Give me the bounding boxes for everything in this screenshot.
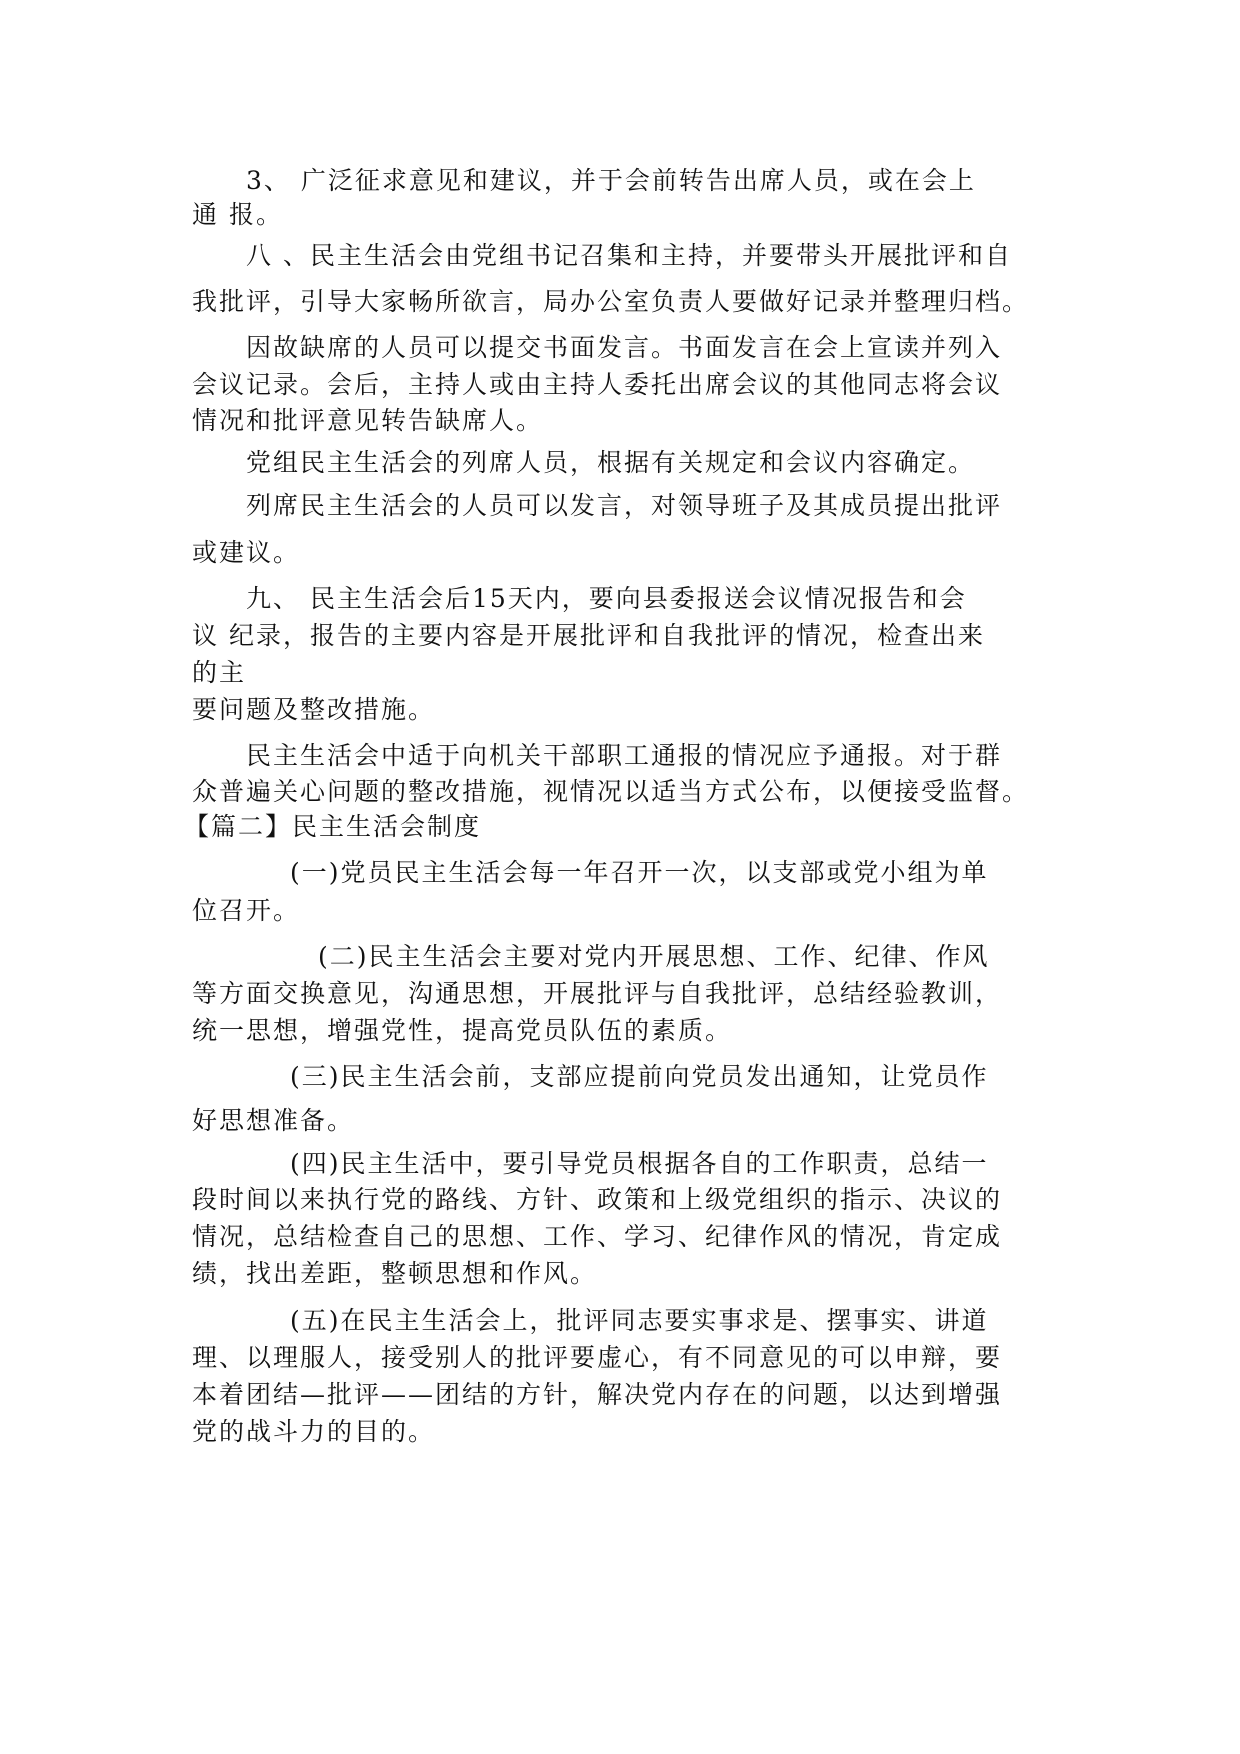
- text-line: 要问题及整改措施。: [192, 695, 436, 724]
- text-line: 本着团结—批评——团结的方针，解决党内存在的问题，以达到增强: [192, 1380, 1003, 1409]
- text-line: 八 、民主生活会由党组书记召集和主持，并要带头开展批评和自: [246, 241, 1012, 270]
- text-line: 段时间以来执行党的路线、方针、政策和上级党组织的指示、决议的: [192, 1185, 1003, 1214]
- text-line: 等方面交换意见，沟通思想，开展批评与自我批评，总结经验教训，: [192, 979, 1003, 1008]
- text-line: 众普遍关心问题的整改措施，视情况以适当方式公布，以便接受监督。: [192, 777, 1030, 806]
- text-line: 九、 民主生活会后15天内，要向县委报送会议情况报告和会: [246, 584, 967, 613]
- text-line: 理、以理服人，接受别人的批评要虚心，有不同意见的可以申辩，要: [192, 1343, 1003, 1372]
- text-line: 情况和批评意见转告缺席人。: [192, 406, 544, 435]
- text-line: 我批评，引导大家畅所欲言，局办公室负责人要做好记录并整理归档。: [192, 287, 1030, 316]
- text-line: 议 纪录，报告的主要内容是开展批评和自我批评的情况，检查出来: [192, 621, 985, 650]
- text-line: (三)民主生活会前，支部应提前向党员发出通知，让党员作: [290, 1062, 989, 1091]
- text-line: (五)在民主生活会上，批评同志要实事求是、摆事实、讲道: [290, 1306, 989, 1335]
- text-line: 民主生活会中适于向机关干部职工通报的情况应予通报。对于群: [246, 741, 1003, 770]
- text-line: (一)党员民主生活会每一年召开一次，以支部或党小组为单: [290, 858, 989, 887]
- text-line: 3、 广泛征求意见和建议，并于会前转告出席人员，或在会上: [246, 166, 976, 195]
- text-line: 情况，总结检查自己的思想、工作、学习、纪律作风的情况，肯定成: [192, 1222, 1003, 1251]
- text-line: 会议记录。会后，主持人或由主持人委托出席会议的其他同志将会议: [192, 370, 1003, 399]
- text-line: 党的战斗力的目的。: [192, 1417, 436, 1446]
- text-line: 党组民主生活会的列席人员，根据有关规定和会议内容确定。: [246, 448, 976, 477]
- text-line: 统一思想，增强党性，提高党员队伍的素质。: [192, 1016, 733, 1045]
- text-line: 列席民主生活会的人员可以发言，对领导班子及其成员提出批评: [246, 491, 1003, 520]
- text-line: 因故缺席的人员可以提交书面发言。书面发言在会上宣读并列入: [246, 333, 1003, 362]
- text-line: (四)民主生活中，要引导党员根据各自的工作职责，总结一: [290, 1149, 989, 1178]
- text-line: 好思想准备。: [192, 1106, 355, 1135]
- text-line: 位召开。: [192, 896, 301, 925]
- text-line: 的主: [192, 658, 247, 687]
- text-line: 绩，找出差距，整顿思想和作风。: [192, 1259, 598, 1288]
- text-line: 或建议。: [192, 538, 301, 567]
- text-line: 通 报。: [192, 200, 283, 229]
- text-line: (二)民主生活会主要对党内开展思想、工作、纪律、作风: [318, 942, 990, 971]
- section-heading: 【篇二】民主生活会制度: [184, 812, 482, 841]
